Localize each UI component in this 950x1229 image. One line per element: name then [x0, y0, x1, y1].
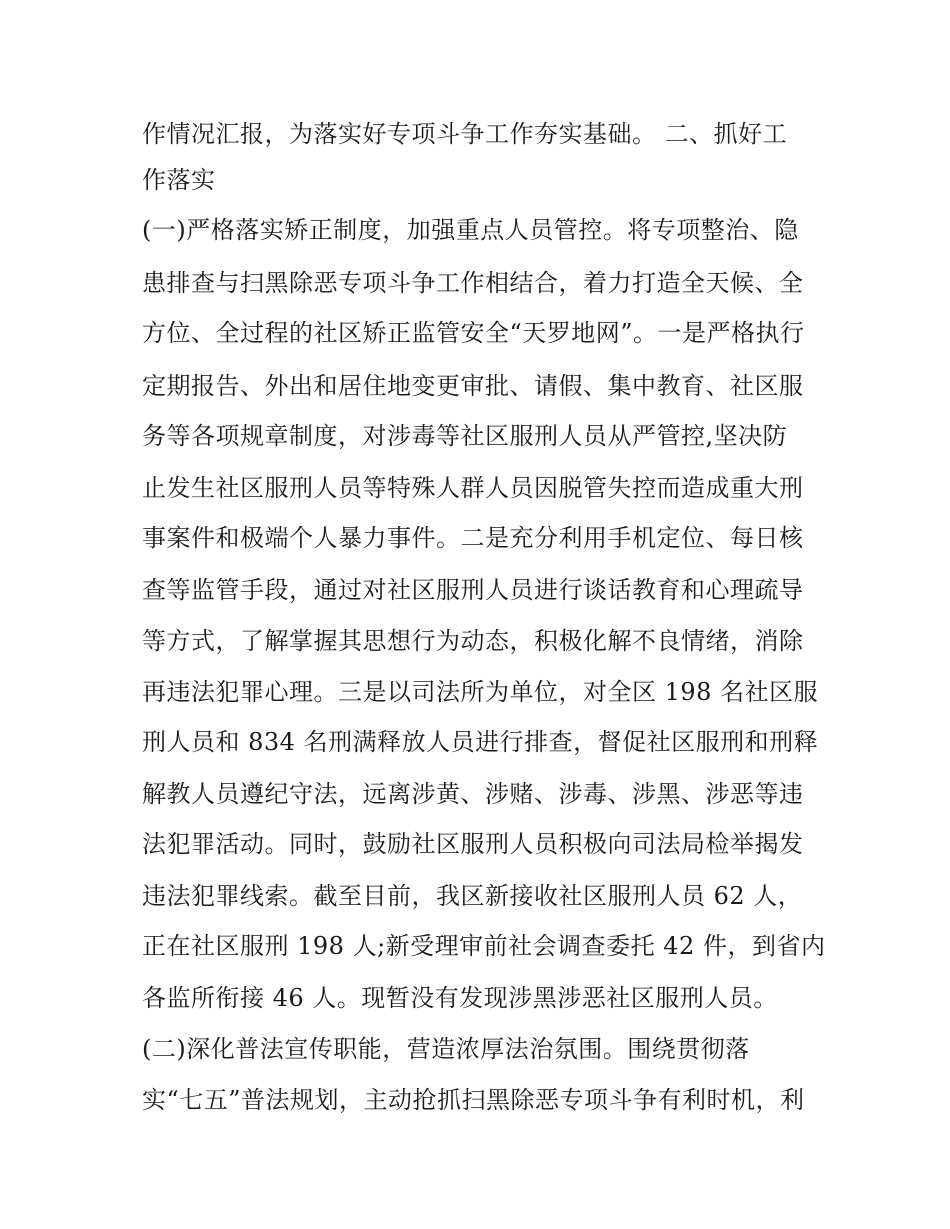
text-line: (一)严格落实矫正制度，加强重点人员管控。将专项整治、隐	[142, 216, 799, 244]
text-line: 正在社区服刑 198 人;新受理审前社会调查委托 42 件，到省内	[142, 932, 826, 960]
text-line: 解教人员遵纪守法，远离涉黄、涉赌、涉毒、涉黑、涉恶等违	[142, 780, 804, 808]
text-line: 查等监管手段，通过对社区服刑人员进行谈话教育和心理疏导	[142, 576, 804, 604]
text-line: 方位、全过程的社区矫正监管安全“天罗地网”。一是严格执行	[142, 319, 805, 347]
text-line: 实“七五”普法规划，主动抢抓扫黑除恶专项斗争有利时机，利	[142, 1086, 805, 1114]
text-line: 定期报告、外出和居住地变更审批、请假、集中教育、社区服	[142, 372, 804, 400]
text-line: 务等各项规章制度，对涉毒等社区服刑人员从严管控,坚决防	[142, 422, 788, 450]
text-line: 作情况汇报，为落实好专项斗争工作夯实基础。 二、抓好工	[142, 120, 788, 148]
text-line: 等方式，了解掌握其思想行为动态，积极化解不良情绪，消除	[142, 627, 804, 655]
text-line: 违法犯罪线索。截至目前，我区新接收社区服刑人员 62 人，	[142, 882, 803, 910]
text-line: 事案件和极端个人暴力事件。二是充分利用手机定位、每日核	[142, 524, 804, 552]
text-line: 各监所衔接 46 人。现暂没有发现涉黑涉恶社区服刑人员。	[142, 984, 778, 1012]
text-line: 患排查与扫黑除恶专项斗争工作相结合，着力打造全天候、全	[142, 269, 804, 297]
text-line: 作落实	[142, 166, 216, 194]
text-line: 再违法犯罪心理。三是以司法所为单位，对全区 198 名社区服	[142, 678, 819, 706]
text-line: 止发生社区服刑人员等特殊人群人员因脱管失控而造成重大刑	[142, 474, 804, 502]
text-line: (二)深化普法宣传职能，营造浓厚法治氛围。围绕贯彻落	[142, 1035, 750, 1063]
text-line: 法犯罪活动。同时，鼓励社区服刑人员积极向司法局检举揭发	[142, 830, 804, 858]
text-line: 刑人员和 834 名刑满释放人员进行排查，督促社区服刑和刑释	[142, 728, 819, 756]
